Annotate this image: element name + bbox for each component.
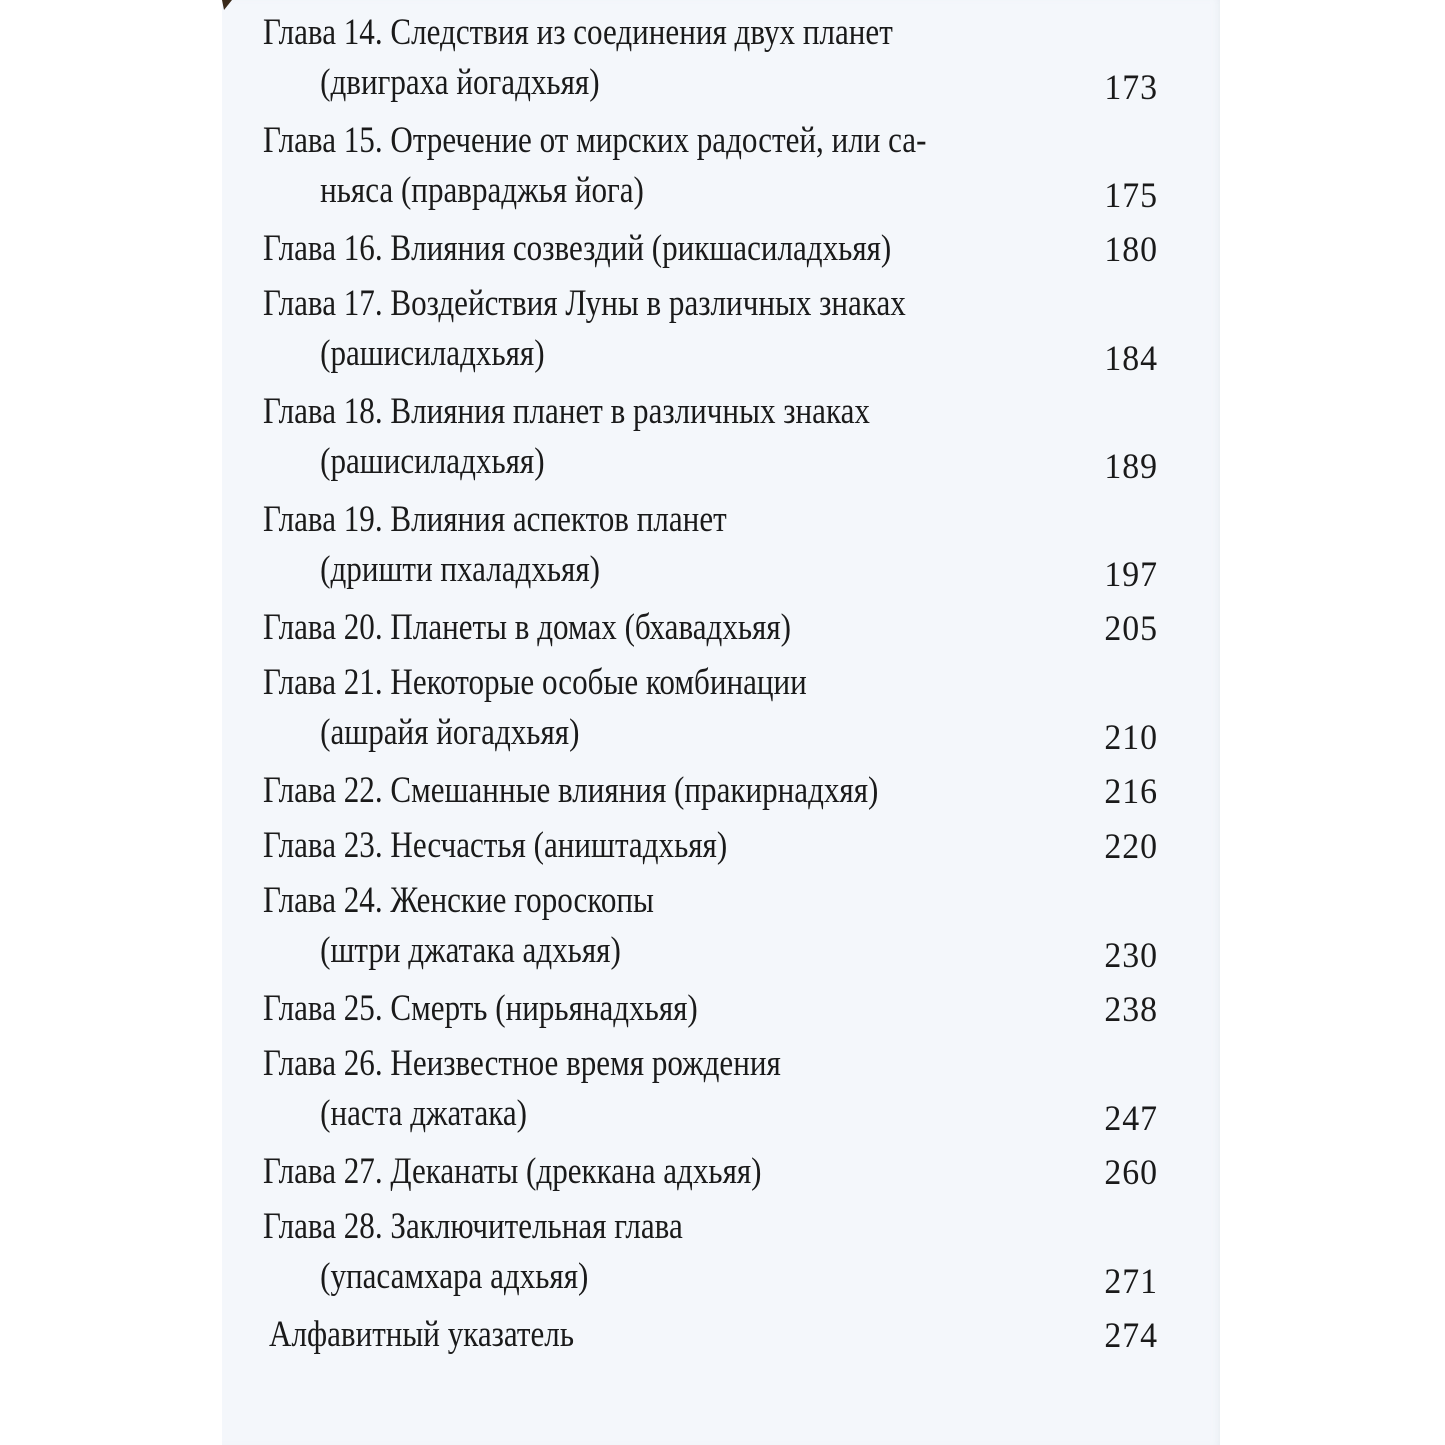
toc-page-number: 210 [1104, 717, 1158, 757]
table-of-contents [263, 8, 1158, 1365]
toc-entry-chapter-27[interactable] [263, 1147, 1158, 1197]
toc-entry-subtitle: (наста джатака) [320, 1093, 528, 1134]
toc-page-number: 271 [1104, 1261, 1158, 1301]
toc-page-number: 175 [1104, 175, 1158, 215]
toc-page-number: 173 [1104, 67, 1158, 107]
toc-entry-title: Глава 25. Смерть (нирьянадхьяя) [263, 988, 698, 1029]
toc-entry-subtitle: (двиграха йогадхьяя) [320, 62, 600, 103]
toc-page-number: 238 [1104, 989, 1158, 1029]
toc-entry-title: Глава 28. Заключительная глава [263, 1206, 683, 1247]
toc-entry-chapter-16[interactable] [263, 224, 1158, 274]
toc-entry-chapter-15[interactable] [263, 116, 1158, 220]
toc-entry-chapter-21[interactable] [263, 658, 1158, 762]
toc-entry-title: Глава 24. Женские гороскопы [263, 880, 654, 921]
toc-entry-index[interactable] [263, 1310, 1158, 1360]
toc-entry-chapter-23[interactable] [263, 821, 1158, 871]
toc-page-number: 205 [1104, 608, 1158, 648]
toc-entry-chapter-19[interactable] [263, 495, 1158, 599]
toc-entry-chapter-22[interactable] [263, 766, 1158, 816]
toc-entry-chapter-24[interactable] [263, 876, 1158, 980]
toc-entry-subtitle: (ашрайя йогадхьяя) [320, 712, 580, 753]
toc-entry-title: Глава 22. Смешанные влияния (пракирнадхяя) [263, 770, 879, 811]
toc-entry-chapter-14[interactable] [263, 8, 1158, 112]
toc-entry-title: Глава 14. Следствия из соединения двух планет [263, 12, 893, 53]
toc-entry-title: Глава 17. Воздействия Луны в различных знаках [263, 283, 906, 324]
toc-entry-subtitle: ньяса (правраджья йога) [320, 170, 644, 211]
toc-entry-title: Глава 21. Некоторые особые комбинации [263, 662, 807, 703]
toc-entry-chapter-20[interactable] [263, 603, 1158, 653]
toc-entry-title: Глава 23. Несчастья (аништадхьяя) [263, 825, 728, 866]
toc-page-number: 260 [1104, 1152, 1158, 1192]
toc-entry-title: Глава 18. Влияния планет в различных знаках [263, 391, 870, 432]
toc-page-number: 220 [1104, 826, 1158, 866]
toc-page-number: 197 [1104, 554, 1158, 594]
toc-entry-chapter-28[interactable] [263, 1202, 1158, 1306]
toc-page-number: 184 [1104, 338, 1158, 378]
toc-entry-chapter-18[interactable] [263, 387, 1158, 491]
toc-page-number: 274 [1104, 1315, 1158, 1355]
toc-entry-title: Глава 27. Деканаты (дреккана адхьяя) [263, 1151, 762, 1192]
toc-entry-subtitle: (рашисиладхьяя) [320, 441, 545, 482]
toc-entry-chapter-26[interactable] [263, 1039, 1158, 1143]
toc-page-number: 247 [1104, 1098, 1158, 1138]
toc-entry-title: Глава 19. Влияния аспектов планет [263, 499, 727, 540]
toc-entry-title: Алфавитный указатель [269, 1314, 574, 1355]
toc-page-number: 216 [1104, 771, 1158, 811]
toc-entry-title: Глава 20. Планеты в домах (бхавадхьяя) [263, 607, 792, 648]
toc-entry-subtitle: (рашисиладхьяя) [320, 333, 545, 374]
toc-page-number: 230 [1104, 935, 1158, 975]
toc-entry-title: Глава 15. Отречение от мирских радостей, или са- [263, 120, 927, 161]
toc-entry-chapter-25[interactable] [263, 984, 1158, 1034]
toc-entry-subtitle: (дришти пхаладхьяя) [320, 549, 600, 590]
toc-entry-subtitle: (штри джатака адхьяя) [320, 930, 621, 971]
toc-entry-subtitle: (упасамхара адхьяя) [320, 1256, 589, 1297]
toc-page-number: 189 [1104, 446, 1158, 486]
toc-entry-chapter-17[interactable] [263, 279, 1158, 383]
toc-entry-title: Глава 26. Неизвестное время рождения [263, 1043, 781, 1084]
toc-page-number: 180 [1104, 229, 1158, 269]
toc-entry-title: Глава 16. Влияния созвездий (рикшасиладхьяя) [263, 228, 892, 269]
